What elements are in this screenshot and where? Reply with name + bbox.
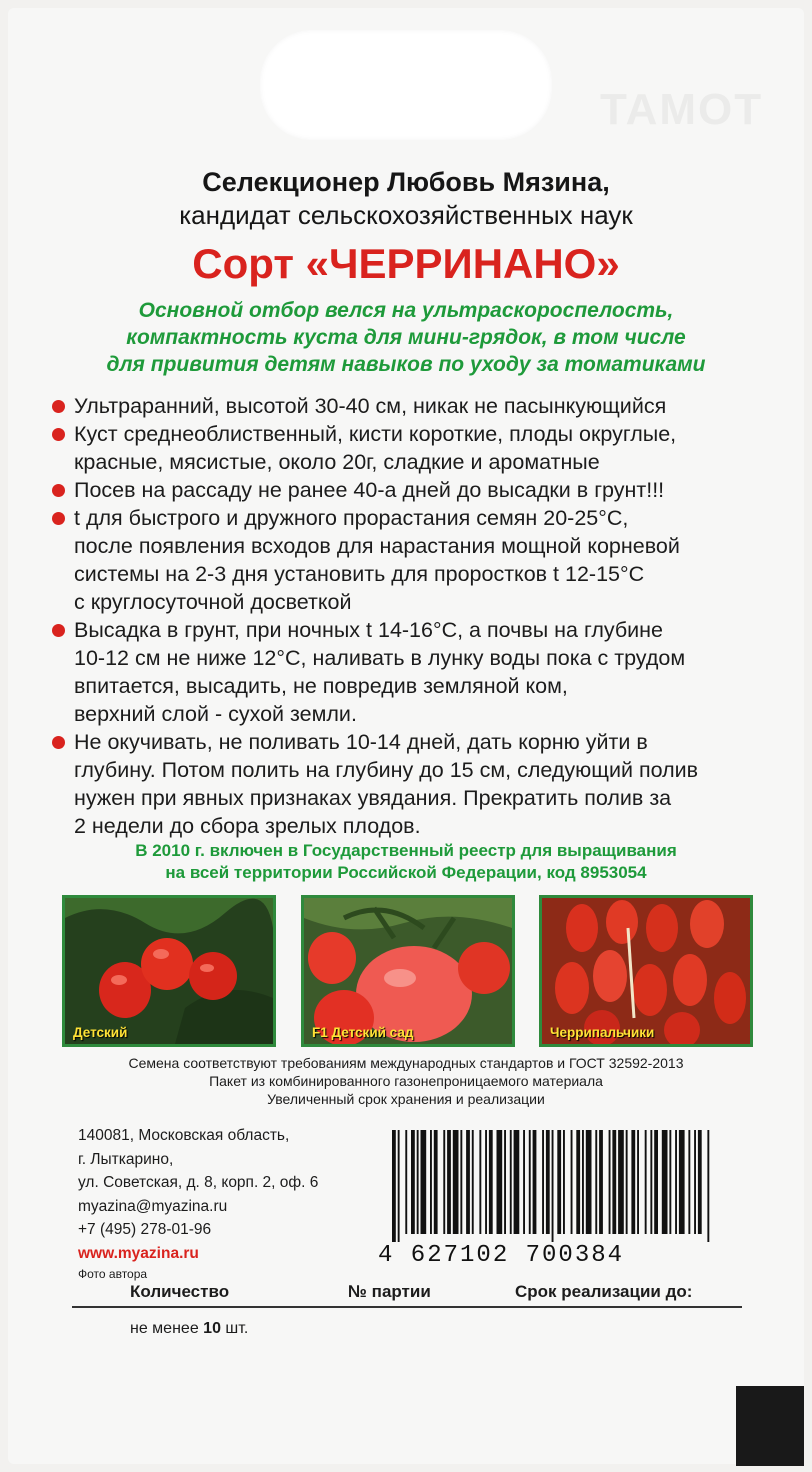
address-line: ул. Советская, д. 8, корп. 2, оф. 6 [78,1174,319,1191]
feature-text: t для быстрого и дружного прорастания семян 20-25°С, после появления всходов для нарастания мощной корневой системы на 2-3 дня установить для проростков t 12-15°С с круглосуточной досветкой [74,506,680,614]
tomato-photo-image [304,898,512,1044]
address-line: 140081, Московская область, [78,1127,290,1144]
barcode-bar [430,1130,432,1234]
barcode-bar [599,1130,603,1234]
bullet-icon [52,484,65,497]
quantity-header: Количество [130,1282,230,1301]
standards-note [0,1054,812,1108]
barcode-bar [669,1130,671,1234]
barcode-bar [523,1130,525,1234]
barcode-bar [489,1130,493,1234]
feature-text: Ультраранний, высотой 30-40 см, никак не пасынкующийся [74,394,667,418]
barcode-bar [542,1130,544,1234]
feature-item [50,392,790,420]
barcode [378,1130,718,1268]
barcode-bar [675,1130,677,1234]
barcode-bar [472,1130,474,1234]
feature-item [50,476,790,504]
feature-item [50,420,790,476]
barcode-digits: 4 627102 700384 [378,1242,625,1269]
barcode-bar [497,1130,503,1234]
barcode-bar [654,1130,658,1234]
barcode-bar [546,1130,550,1234]
barcode-bar [595,1130,597,1234]
photo-detsky [62,895,276,1047]
feature-text: Посев на рассаду не ранее 40-а дней до высадки в грунт!!! [74,478,665,502]
bullet-icon [52,736,65,749]
barcode-bar [479,1130,481,1234]
barcode-bar [405,1130,407,1234]
photo-caption: Черрипальчики [550,1025,655,1040]
barcode-bar [392,1130,396,1242]
feature-text: Не окучивать, не поливать 10-14 дней, дать корню уйти в глубину. Потом полить на глубину до 15 см, следующий полив нужен при явных признаках увядания. Прекратить полив за 2 недели до сбора зрелых плодов. [74,730,699,838]
feature-text: Высадка в грунт, при ночных t 14-16°С, а почвы на глубине 10-12 см не ниже 12°С, наливать в лунку воды пока с трудом впитается, высадить, не повредив земляной ком, верхний слой - сухой земли. [74,618,686,726]
barcode-bar [609,1130,611,1234]
feature-item [50,728,790,840]
feature-list [50,392,790,840]
barcode-bar [460,1130,462,1234]
barcode-bar [453,1130,459,1234]
standards-line: Пакет из комбинированного газонепроницаемого материала [209,1073,603,1089]
barcode-bar [398,1130,400,1242]
barcode-bar [552,1130,554,1242]
barcode-bar [529,1130,531,1234]
watermark-text: TAMOT [600,85,764,134]
registry-line: на всей территории Российской Федерации, код 8953054 [165,863,647,882]
address-line: г. Лыткарино, [78,1150,174,1168]
barcode-bar [510,1130,512,1234]
barcode-bar [612,1130,616,1234]
barcode-bar [514,1130,520,1234]
barcode-bar [618,1130,624,1234]
registry-line: В 2010 г. включен в Государственный реестр для выращивания [135,841,677,860]
barcode-bar [694,1130,696,1234]
barcode-bar [582,1130,584,1234]
barcode-bar [631,1130,635,1234]
bullet-icon [52,400,65,413]
barcode-bar [662,1130,668,1234]
barcode-bar [466,1130,470,1234]
photo-detsky-sad [301,895,515,1047]
barcode-bar [421,1130,427,1234]
barcode-bar [504,1130,506,1234]
barcode-bar [571,1130,573,1234]
quantity-value [130,1320,248,1338]
breeder-name: Селекционер Любовь Мязина, [202,167,610,197]
barcode-bar [485,1130,487,1234]
tomato-photo-image [542,898,750,1044]
website-link[interactable]: www.myazina.ru [78,1244,199,1262]
quantity-prefix: не менее [130,1320,199,1337]
intro-line: Основной отбор велся на ультраскороспелость, [138,299,674,322]
bullet-icon [52,428,65,441]
expiry-header: Срок реализации до: [515,1282,693,1301]
barcode-bar [637,1130,639,1234]
barcode-bar [576,1130,580,1234]
barcode-bar [707,1130,709,1242]
barcode-bar [447,1130,451,1234]
barcode-bar [443,1130,445,1234]
feature-item [50,616,790,728]
barcode-bar [417,1130,419,1234]
barcode-bar [533,1130,537,1234]
barcode-bar [626,1130,628,1234]
barcode-bar [645,1130,647,1234]
barcode-bars [378,1130,718,1242]
barcode-bar [688,1130,690,1234]
table-divider [72,1306,742,1308]
producer-address [78,1124,318,1283]
quantity-unit: шт. [225,1320,249,1337]
phone-text: +7 (495) 278-01-96 [78,1221,212,1238]
barcode-bar [650,1130,652,1234]
barcode-bar [586,1130,592,1234]
standards-line: Увеличенный срок хранения и реализации [267,1091,545,1107]
barcode-bar [698,1130,702,1234]
barcode-bar [434,1130,438,1234]
photo-caption: Детский [73,1025,128,1040]
variety-title: Сорт «ЧЕРРИНАНО» [192,240,620,287]
intro-line: компактность куста для мини-грядок, в том числе [126,326,686,349]
bullet-icon [52,624,65,637]
hang-hole [260,30,552,140]
photo-caption: F1 Детский сад [312,1025,414,1040]
registry-note [0,840,812,884]
tomato-photo-image [65,898,273,1044]
breeder-degree: кандидат сельскохозяйственных наук [179,200,633,230]
email-text: myazina@myazina.ru [78,1197,228,1215]
quantity-number: 10 [203,1320,221,1337]
corner-mark [736,1386,804,1466]
feature-item [50,504,790,616]
intro-line: для привития детям навыков по уходу за томатиками [106,353,706,376]
barcode-bar [563,1130,565,1234]
barcode-bar [557,1130,561,1234]
batch-header: № партии [348,1282,431,1301]
barcode-bar [411,1130,415,1234]
bullet-icon [52,512,65,525]
photo-cherripalchiki [539,895,753,1047]
barcode-bar [679,1130,685,1234]
intro-text [0,297,812,378]
photo-credit: Фото автора [78,1267,148,1281]
standards-line: Семена соответствуют требованиям международных стандартов и ГОСТ 32592-2013 [128,1055,684,1071]
feature-text: Куст среднеоблиственный, кисти короткие, плоды округлые, красные, мясистые, около 20г, сладкие и ароматные [74,422,677,474]
